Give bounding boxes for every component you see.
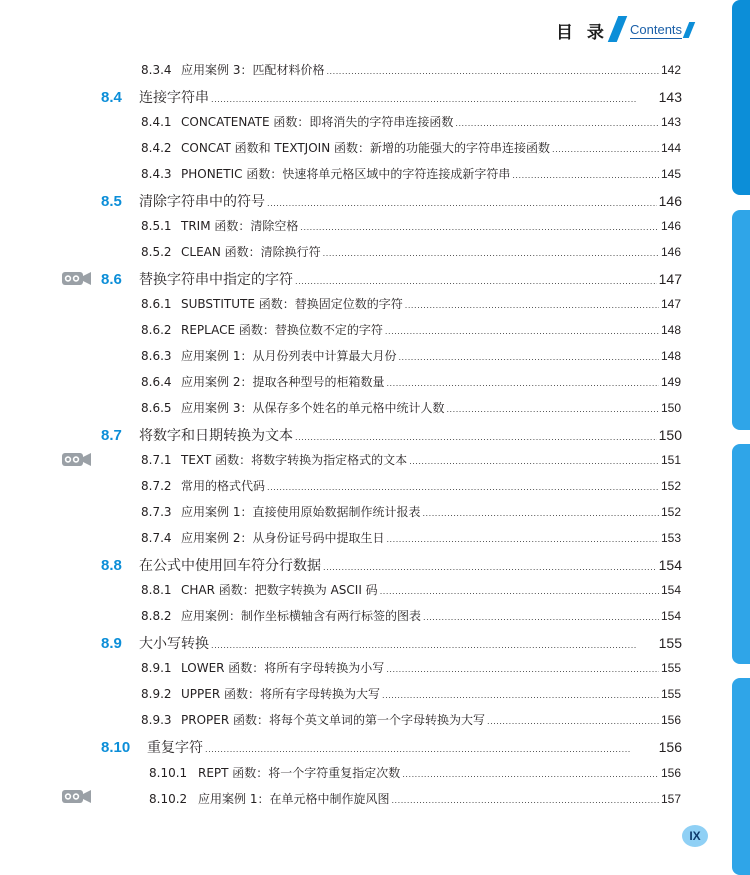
toc-section[interactable] bbox=[101, 633, 682, 653]
toc-number: 8.9.2 bbox=[141, 687, 172, 701]
toc-title: 在公式中使用回车符分行数据 bbox=[139, 558, 321, 574]
toc-entry[interactable] bbox=[149, 790, 681, 807]
toc-title: 应用案例 2：从身份证号码中提取生日 bbox=[181, 531, 385, 545]
toc-title: REPT 函数：将一个字符重复指定次数 bbox=[198, 766, 401, 780]
toc-number: 8.6.2 bbox=[141, 323, 172, 337]
toc-leader bbox=[211, 90, 657, 106]
page-subtitle: Contents bbox=[630, 22, 683, 37]
page-title: 目 录 bbox=[556, 23, 608, 43]
toc-page: 151 bbox=[660, 453, 681, 467]
toc-entry[interactable] bbox=[141, 347, 681, 364]
toc-title: REPLACE 函数：替换位数不定的字符 bbox=[181, 323, 383, 337]
toc-entry[interactable] bbox=[141, 373, 681, 390]
toc-page: 143 bbox=[660, 115, 681, 129]
toc-title: CONCATENATE 函数：即将消失的字符串连接函数 bbox=[181, 115, 454, 129]
toc-title: 将数字和日期转换为文本 bbox=[139, 428, 293, 444]
toc-page: 142 bbox=[660, 63, 681, 77]
toc-number: 8.8.2 bbox=[141, 609, 172, 623]
toc-section[interactable] bbox=[101, 737, 682, 757]
toc-number: 8.8.1 bbox=[141, 583, 172, 597]
toc-page: 147 bbox=[660, 297, 681, 311]
toc-leader bbox=[326, 63, 659, 77]
video-camera-icon[interactable] bbox=[61, 270, 92, 287]
toc-leader bbox=[205, 740, 657, 756]
toc-number: 8.8 bbox=[101, 557, 122, 574]
toc-leader bbox=[267, 194, 657, 210]
toc-page: 156 bbox=[660, 713, 681, 727]
toc-section[interactable] bbox=[101, 87, 682, 107]
toc-title: 应用案例 1：在单元格中制作旋风图 bbox=[198, 792, 390, 806]
toc-entry[interactable] bbox=[141, 295, 681, 312]
toc-page: 154 bbox=[658, 557, 682, 573]
toc-section[interactable] bbox=[101, 425, 682, 445]
side-tab-2 bbox=[732, 210, 750, 430]
toc-number: 8.9.3 bbox=[141, 713, 172, 727]
toc-leader bbox=[409, 453, 659, 467]
header-tail-decoration bbox=[683, 22, 695, 38]
toc-entry[interactable] bbox=[141, 581, 681, 598]
toc-title: 重复字符 bbox=[147, 740, 203, 756]
toc-title: 应用案例 2：提取各种型号的柜箱数量 bbox=[181, 375, 385, 389]
toc-number: 8.7.2 bbox=[141, 479, 172, 493]
toc-number: 8.4.2 bbox=[141, 141, 172, 155]
toc-page: 143 bbox=[658, 89, 682, 105]
toc-leader bbox=[323, 558, 657, 574]
toc-title: UPPER 函数：将所有字母转换为大写 bbox=[181, 687, 380, 701]
toc-page: 144 bbox=[660, 141, 681, 155]
toc-page: 148 bbox=[660, 323, 681, 337]
toc-entry[interactable] bbox=[149, 764, 681, 781]
toc-page: 156 bbox=[660, 766, 681, 780]
toc-leader bbox=[402, 766, 659, 780]
toc-leader bbox=[295, 428, 657, 444]
toc-number: 8.4.3 bbox=[141, 167, 172, 181]
toc-page: 150 bbox=[658, 427, 682, 443]
toc-leader bbox=[422, 505, 659, 519]
header-slash-decoration bbox=[608, 16, 628, 42]
toc-entry[interactable] bbox=[141, 61, 681, 78]
toc-leader bbox=[295, 272, 657, 288]
toc-number: 8.5 bbox=[101, 193, 122, 210]
toc-page: 149 bbox=[660, 375, 681, 389]
toc-title: SUBSTITUTE 函数：替换固定位数的字符 bbox=[181, 297, 403, 311]
toc-number: 8.10 bbox=[101, 739, 131, 756]
toc-page: 146 bbox=[660, 219, 681, 233]
toc-number: 8.4 bbox=[101, 89, 122, 106]
video-camera-icon[interactable] bbox=[61, 451, 92, 468]
toc-title: 应用案例 3：匹配材料价格 bbox=[181, 63, 325, 77]
toc-number: 8.5.2 bbox=[141, 245, 172, 259]
toc-leader bbox=[323, 245, 659, 259]
toc-number: 8.9.1 bbox=[141, 661, 172, 675]
toc-entry[interactable] bbox=[141, 321, 681, 338]
toc-number: 8.6 bbox=[101, 271, 122, 288]
toc-title: PHONETIC 函数：快速将单元格区域中的字符连接成新字符串 bbox=[181, 167, 511, 181]
toc-entry[interactable] bbox=[141, 217, 681, 234]
toc-leader bbox=[386, 661, 659, 675]
toc-entry[interactable] bbox=[141, 529, 681, 546]
toc-page: 154 bbox=[660, 583, 681, 597]
toc-leader bbox=[385, 323, 659, 337]
toc-entry[interactable] bbox=[141, 113, 681, 130]
toc-page: 152 bbox=[660, 479, 681, 493]
toc-number: 8.7.3 bbox=[141, 505, 172, 519]
toc-page: 154 bbox=[660, 609, 681, 623]
toc-page: 147 bbox=[658, 271, 682, 287]
toc-leader bbox=[446, 401, 659, 415]
toc-section[interactable] bbox=[101, 269, 682, 289]
toc-page: 153 bbox=[660, 531, 681, 545]
toc-entry[interactable] bbox=[141, 659, 681, 676]
toc-entry[interactable] bbox=[141, 399, 681, 416]
toc-title: CLEAN 函数：清除换行符 bbox=[181, 245, 321, 259]
toc-number: 8.3.4 bbox=[141, 63, 172, 77]
toc-section[interactable] bbox=[101, 191, 682, 211]
toc-leader bbox=[382, 687, 659, 701]
side-tab-4 bbox=[732, 678, 750, 875]
toc-leader bbox=[405, 297, 659, 311]
toc-number: 8.6.4 bbox=[141, 375, 172, 389]
toc-entry[interactable] bbox=[141, 477, 681, 494]
toc-leader bbox=[455, 115, 659, 129]
toc-number: 8.7.1 bbox=[141, 453, 172, 467]
toc-number: 8.7.4 bbox=[141, 531, 172, 545]
toc-entry[interactable] bbox=[141, 165, 681, 182]
toc-leader bbox=[300, 219, 659, 233]
toc-leader bbox=[211, 636, 657, 652]
toc-title: 常用的格式代码 bbox=[181, 479, 266, 493]
toc-number: 8.6.3 bbox=[141, 349, 172, 363]
toc-page: 148 bbox=[660, 349, 681, 363]
toc-leader bbox=[380, 583, 659, 597]
toc-number: 8.4.1 bbox=[141, 115, 172, 129]
toc-section[interactable] bbox=[101, 555, 682, 575]
toc-title: 连接字符串 bbox=[139, 90, 209, 106]
toc-page: 145 bbox=[660, 167, 681, 181]
toc-leader bbox=[391, 792, 659, 806]
toc-page: 156 bbox=[658, 739, 682, 755]
toc-entry[interactable] bbox=[141, 243, 681, 260]
side-tab-1 bbox=[732, 0, 750, 195]
page-number: IX bbox=[682, 825, 708, 847]
toc-entry[interactable] bbox=[141, 139, 681, 156]
toc-leader bbox=[267, 479, 659, 493]
toc-number: 8.6.5 bbox=[141, 401, 172, 415]
toc-title: 大小写转换 bbox=[139, 636, 209, 652]
toc-title: CONCAT 函数和 TEXTJOIN 函数：新增的功能强大的字符串连接函数 bbox=[181, 141, 550, 155]
toc-number: 8.10.2 bbox=[149, 792, 188, 806]
toc-title: 清除字符串中的符号 bbox=[139, 194, 265, 210]
toc-page: 146 bbox=[658, 193, 682, 209]
toc-entry[interactable] bbox=[141, 685, 681, 702]
toc-page: 152 bbox=[660, 505, 681, 519]
toc-title: 应用案例 1：直接使用原始数据制作统计报表 bbox=[181, 505, 421, 519]
toc-page: 157 bbox=[660, 792, 681, 806]
toc-leader bbox=[386, 375, 659, 389]
toc-leader bbox=[386, 531, 659, 545]
toc-entry[interactable] bbox=[141, 607, 681, 624]
toc-page: 155 bbox=[658, 635, 682, 651]
toc-number: 8.7 bbox=[101, 427, 122, 444]
toc-leader bbox=[552, 141, 659, 155]
video-camera-icon[interactable] bbox=[61, 788, 92, 805]
toc-leader bbox=[423, 609, 659, 623]
toc-number: 8.6.1 bbox=[141, 297, 172, 311]
toc-page: 155 bbox=[660, 661, 681, 675]
side-tab-3 bbox=[732, 444, 750, 664]
toc-title: TEXT 函数：将数字转换为指定格式的文本 bbox=[181, 453, 408, 467]
toc-entry[interactable] bbox=[141, 503, 681, 520]
toc-title: LOWER 函数：将所有字母转换为小写 bbox=[181, 661, 385, 675]
toc-title: 替换字符串中指定的字符 bbox=[139, 272, 293, 288]
toc-number: 8.9 bbox=[101, 635, 122, 652]
toc-leader bbox=[512, 167, 659, 181]
toc-entry[interactable] bbox=[141, 711, 681, 728]
toc-page: 155 bbox=[660, 687, 681, 701]
toc-number: 8.5.1 bbox=[141, 219, 172, 233]
toc-leader bbox=[487, 713, 659, 727]
toc-title: 应用案例 1：从月份列表中计算最大月份 bbox=[181, 349, 397, 363]
toc-title: 应用案例：制作坐标横轴含有两行标签的图表 bbox=[181, 609, 422, 623]
toc-page: 146 bbox=[660, 245, 681, 259]
toc-title: PROPER 函数：将每个英文单词的第一个字母转换为大写 bbox=[181, 713, 485, 727]
toc-leader bbox=[398, 349, 659, 363]
toc-title: 应用案例 3：从保存多个姓名的单元格中统计人数 bbox=[181, 401, 445, 415]
toc-title: TRIM 函数：清除空格 bbox=[181, 219, 299, 233]
toc-entry[interactable] bbox=[141, 451, 681, 468]
toc-title: CHAR 函数：把数字转换为 ASCII 码 bbox=[181, 583, 378, 597]
toc-number: 8.10.1 bbox=[149, 766, 188, 780]
toc-page: 150 bbox=[660, 401, 681, 415]
